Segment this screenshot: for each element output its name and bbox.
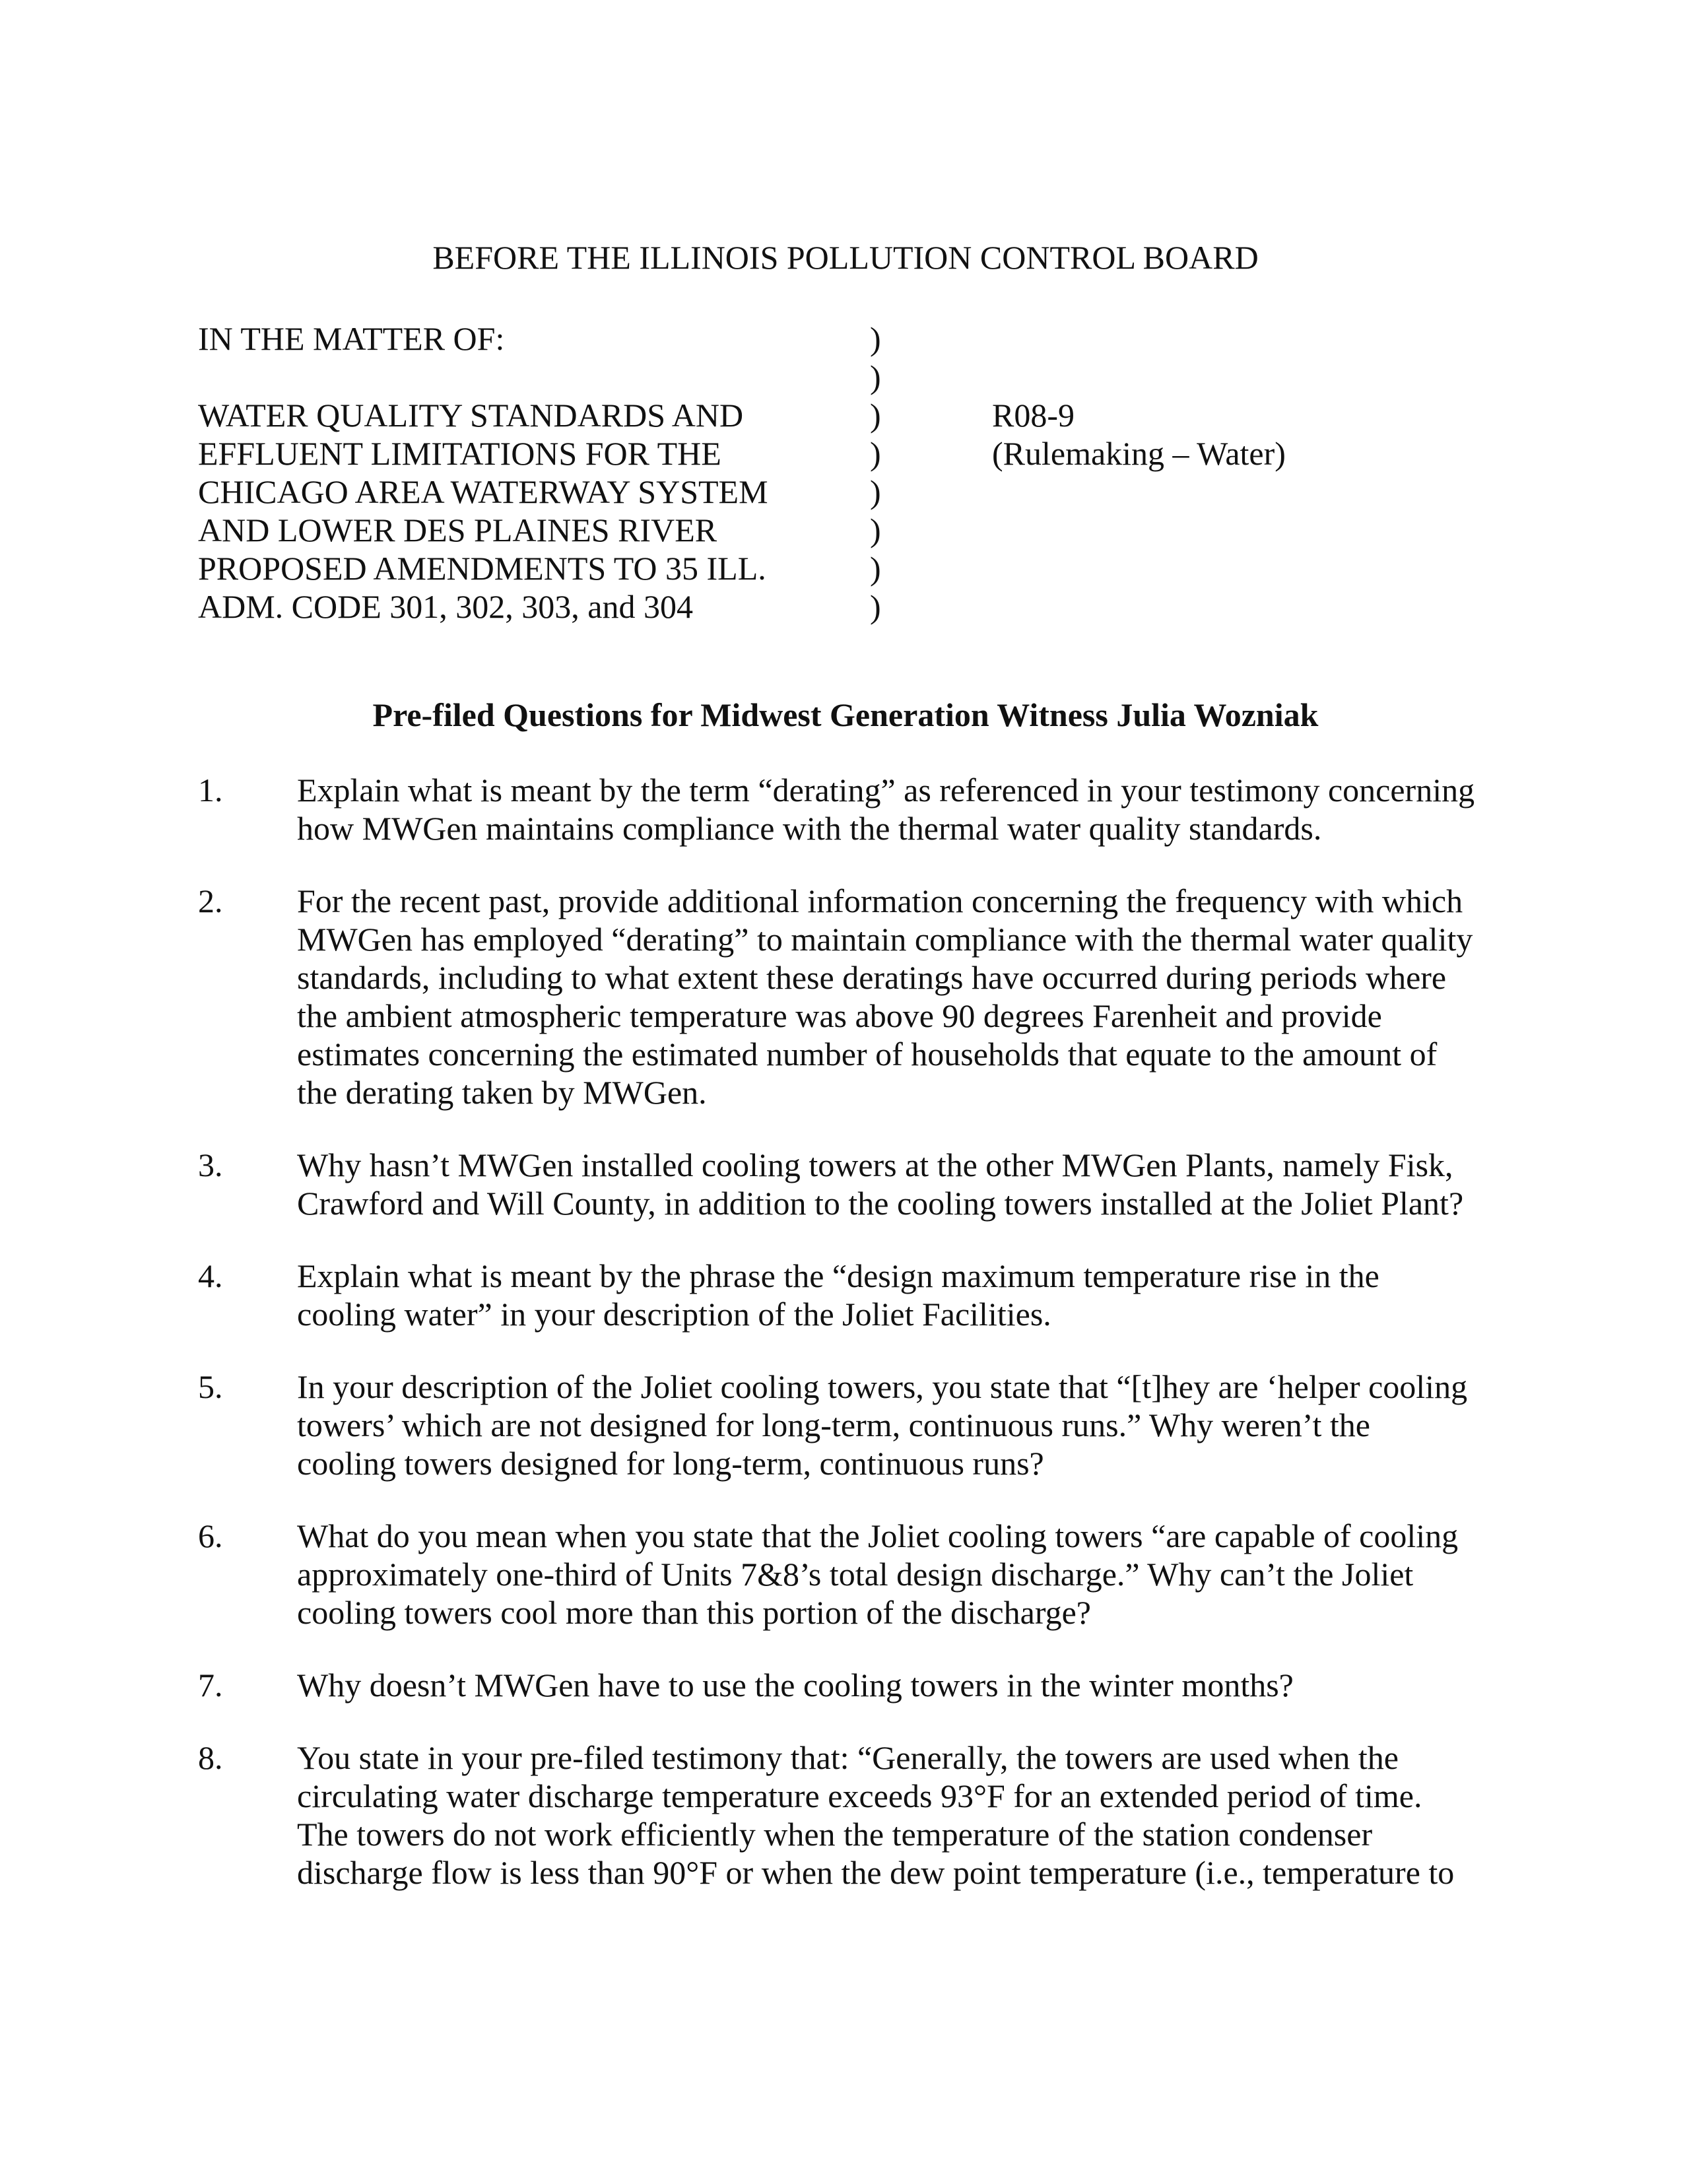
- question-number: 3.: [198, 1146, 223, 1183]
- docket-info: [992, 396, 1286, 473]
- question-item: [198, 882, 1518, 1111]
- case-caption: [198, 319, 768, 626]
- caption-line: EFFLUENT LIMITATIONS FOR THE: [198, 435, 721, 472]
- question-text: Explain what is meant by the phrase the “design maximum temperature rise in the cooling water” in your description of the Joliet Facilities.: [297, 1257, 1379, 1333]
- caption-paren: ): [870, 473, 881, 510]
- caption-paren: ): [870, 435, 881, 472]
- caption-line: PROPOSED AMENDMENTS TO 35 ILL.: [198, 550, 766, 587]
- question-number: 1.: [198, 772, 223, 809]
- caption-paren: ): [870, 397, 881, 434]
- caption-paren: ): [870, 588, 881, 625]
- question-item: [198, 1666, 1518, 1704]
- question-number: 7.: [198, 1667, 223, 1704]
- caption-line: ADM. CODE 301, 302, 303, and 304: [198, 588, 693, 625]
- caption-line: WATER QUALITY STANDARDS AND: [198, 397, 744, 434]
- question-text: In your description of the Joliet cooling towers, you state that “[t]hey are ‘helper cooling towers’ which are not designed for long-term, continuous runs.” Why weren’t the cooling towers designed for long-term, continuous runs?: [297, 1368, 1468, 1482]
- question-number: 8.: [198, 1739, 223, 1776]
- question-text: Why doesn’t MWGen have to use the cooling towers in the winter months?: [297, 1667, 1294, 1704]
- docket-type: (Rulemaking – Water): [992, 435, 1286, 472]
- caption-paren: ): [870, 512, 881, 548]
- question-item: [198, 1257, 1518, 1333]
- caption-line: CHICAGO AREA WATERWAY SYSTEM: [198, 473, 768, 510]
- question-text: Explain what is meant by the term “derating” as referenced in your testimony concerning how MWGen maintains compliance with the thermal water quality standards.: [297, 772, 1475, 847]
- document-heading: Pre-filed Questions for Midwest Generation Witness Julia Wozniak: [372, 696, 1319, 733]
- question-item: [198, 1738, 1518, 1892]
- caption-line: AND LOWER DES PLAINES RIVER: [198, 512, 717, 548]
- caption-paren: ): [870, 358, 881, 395]
- question-text: Why hasn’t MWGen installed cooling towers at the other MWGen Plants, namely Fisk, Crawford and Will County, in addition to the cooling towers installed at the Joliet Plant?: [297, 1146, 1464, 1222]
- caption-paren: ): [870, 550, 881, 587]
- question-item: [198, 1517, 1518, 1632]
- question-text: What do you mean when you state that the Joliet cooling towers “are capable of cooling approximately one-third of Units 7&8’s total design discharge.” Why can’t the Joliet cooling towers cool more than this portion of the discharge?: [297, 1517, 1459, 1631]
- question-number: 6.: [198, 1517, 223, 1554]
- question-item: [198, 771, 1518, 847]
- question-item: [198, 1146, 1518, 1222]
- caption-divider: [870, 319, 881, 626]
- caption-line: [198, 358, 768, 396]
- caption-line: IN THE MATTER OF:: [198, 320, 505, 357]
- question-list: [198, 771, 1518, 1926]
- docket-number: R08-9: [992, 397, 1075, 434]
- question-item: [198, 1368, 1518, 1482]
- question-number: 2.: [198, 882, 223, 919]
- board-title: BEFORE THE ILLINOIS POLLUTION CONTROL BOARD: [432, 239, 1259, 276]
- question-number: 5.: [198, 1368, 223, 1405]
- question-number: 4.: [198, 1257, 223, 1294]
- question-text: For the recent past, provide additional information concerning the frequency with which MWGen has employed “derating” to maintain compliance with the thermal water quality standards, including to what extent these deratings have occurred during periods where the ambient atmospheric temperature was above 90 degrees Farenheit and provide estimates concerning the estimated number of households that equate to the amount of the derating taken by MWGen.: [297, 882, 1473, 1111]
- question-text: You state in your pre-filed testimony that: “Generally, the towers are used when the circulating water discharge temperature exceeds 93°F for an extended period of time. The towers do not work efficiently when the temperature of the station condenser discharge flow is less than 90°F or when the dew point temperature (i.e., temperature to: [297, 1739, 1455, 1891]
- caption-paren: ): [870, 320, 881, 357]
